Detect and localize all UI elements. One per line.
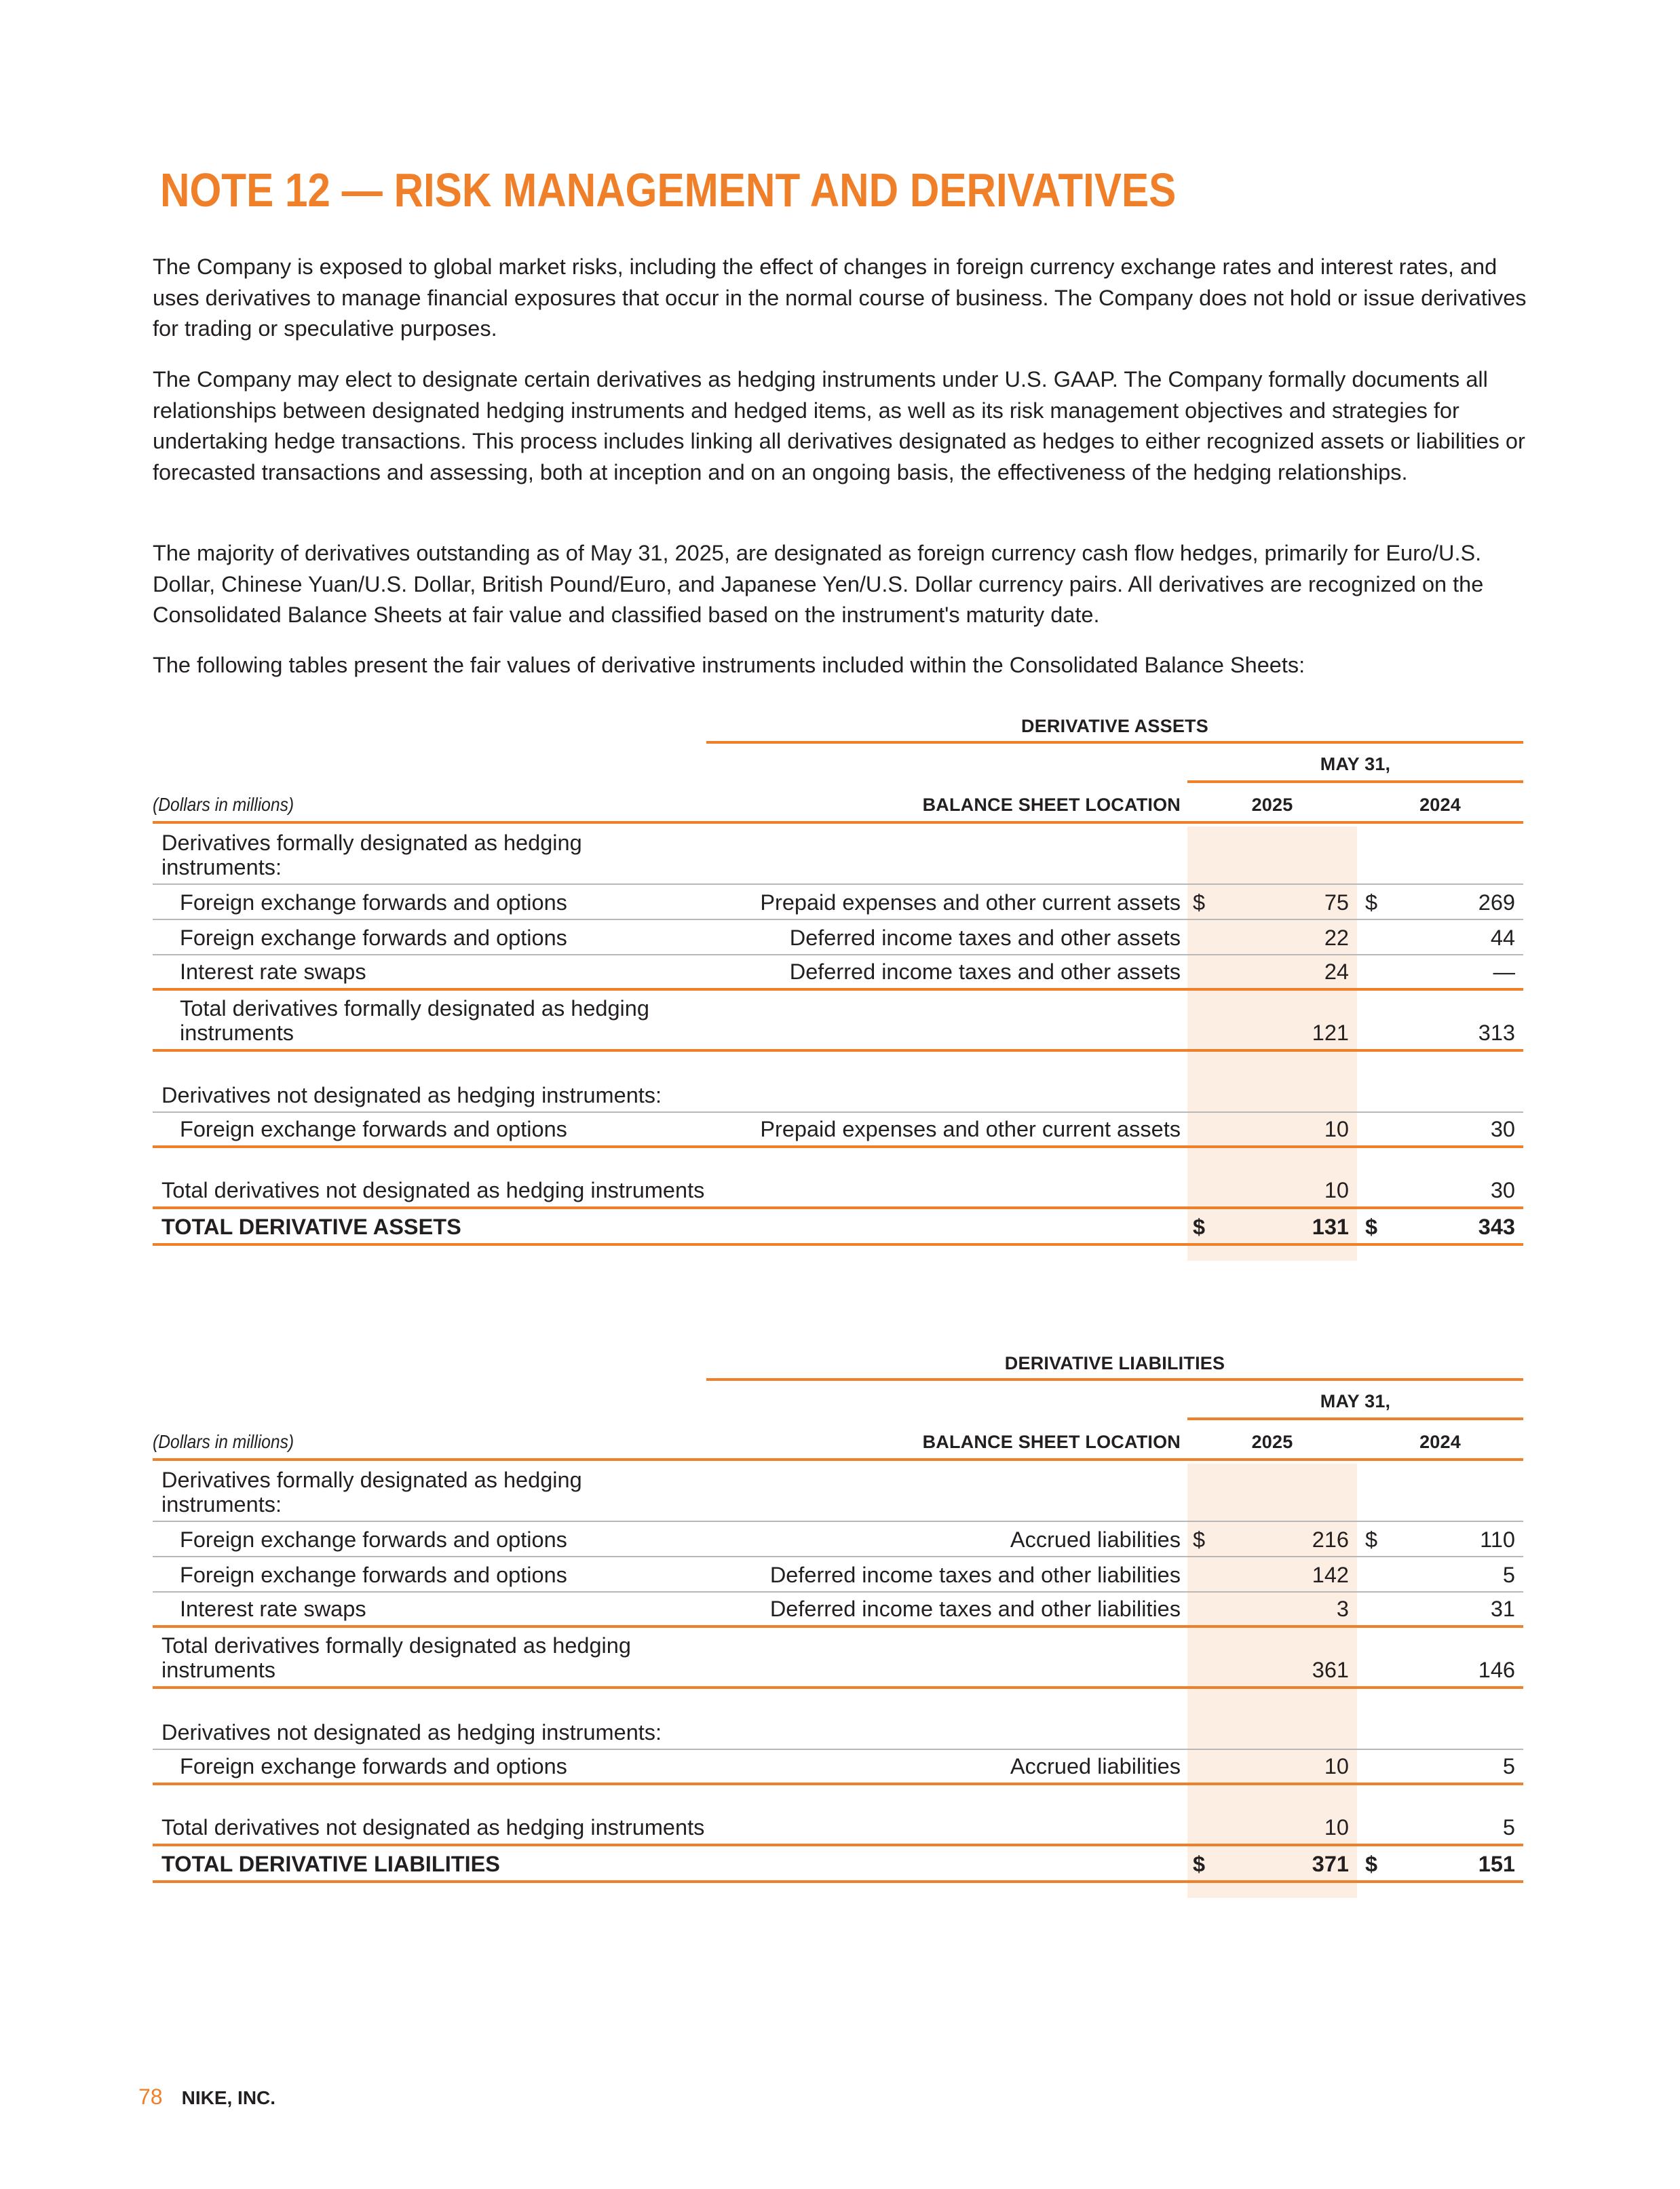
row-label: Foreign exchange forwards and options	[180, 890, 567, 915]
amount: 142	[1312, 1563, 1349, 1587]
value-2024	[1357, 1658, 1523, 1682]
amount: 216	[1312, 1527, 1349, 1552]
table-row	[153, 991, 1523, 1052]
column-headers	[153, 783, 1523, 824]
amount: 3	[1336, 1597, 1349, 1621]
company-name: NIKE, INC.	[181, 2087, 276, 2108]
table-title: DERIVATIVE LIABILITIES	[706, 1347, 1523, 1381]
amount: 151	[1478, 1852, 1515, 1876]
amount: 10	[1324, 1117, 1349, 1141]
row-location: Accrued liabilities	[1010, 1754, 1181, 1778]
table-row	[153, 1785, 1523, 1846]
value-2025	[1187, 1815, 1357, 1840]
row-label: Foreign exchange forwards and options	[180, 926, 567, 950]
table-row	[153, 955, 1523, 991]
value-2025	[1187, 959, 1357, 984]
value-2025	[1187, 1215, 1357, 1239]
amount: 75	[1324, 890, 1349, 915]
amount: 44	[1490, 926, 1515, 950]
year-2025-header: 2025	[1251, 1432, 1293, 1452]
amount: 5	[1502, 1754, 1515, 1778]
row-label: Total derivatives formally designated as hedging instruments	[161, 1633, 631, 1682]
currency-symbol: $	[1193, 1215, 1206, 1239]
currency-symbol: $	[1365, 1527, 1378, 1552]
paragraph-market-risks: The Company is exposed to global market risks, including the effect of changes in foreign currency exchange rates and interest rates, and uses derivatives to manage financial exposures that occur in the normal course of business. The Company does not hold or issue derivatives for trading or speculative purposes.	[153, 254, 1527, 341]
row-location: Deferred income taxes and other liabilities	[769, 1563, 1181, 1587]
year-2024-header: 2024	[1419, 795, 1461, 815]
row-location: Prepaid expenses and other current assets	[760, 1117, 1181, 1141]
paragraph-hedge-designation: The Company may elect to designate certain derivatives as hedging instruments under U.S. GAAP. The Company formally documents all relationships between designated hedging instruments and hedged items, as well as its risk management objectives and strategies for undertaking hedge transactions. This process includes linking all derivatives designated as hedges to either recognized assets or liabilities or forecasted transactions and assessing, both at inception and on an ongoing basis, the effectiveness of the hedging relationships.	[153, 367, 1525, 484]
row-location: Accrued liabilities	[1010, 1527, 1181, 1552]
value-2025	[1187, 1527, 1357, 1552]
amount: 269	[1478, 890, 1515, 915]
currency-symbol: $	[1193, 1852, 1206, 1876]
amount: 343	[1478, 1215, 1515, 1239]
table-row	[153, 1522, 1523, 1557]
table-row	[153, 1628, 1523, 1689]
paragraph-tables-intro: The following tables present the fair values of derivative instruments included within the Consolidated Balance Sheets:	[153, 653, 1305, 677]
table-row	[153, 1557, 1523, 1593]
currency-symbol: $	[1365, 1215, 1378, 1239]
amount: 24	[1324, 959, 1349, 984]
value-2024	[1357, 1178, 1523, 1202]
table-title: DERIVATIVE ASSETS	[706, 710, 1523, 744]
amount: 371	[1312, 1852, 1349, 1876]
row-location: Deferred income taxes and other assets	[789, 926, 1181, 950]
row-label: Derivatives formally designated as hedging instruments:	[161, 831, 582, 879]
table-row	[153, 1750, 1523, 1785]
amount: 5	[1502, 1815, 1515, 1840]
value-2024	[1357, 926, 1523, 950]
row-location: Deferred income taxes and other assets	[789, 959, 1181, 984]
amount: 146	[1478, 1658, 1515, 1682]
value-2024	[1357, 1852, 1523, 1876]
table-row	[153, 1689, 1523, 1750]
value-2025	[1187, 1117, 1357, 1141]
amount: 30	[1490, 1117, 1515, 1141]
units-label: (Dollars in millions)	[153, 794, 294, 815]
amount: 5	[1502, 1563, 1515, 1587]
currency-symbol: $	[1193, 1527, 1206, 1552]
amount: 121	[1312, 1021, 1349, 1045]
value-2025	[1187, 1178, 1357, 1202]
table-row	[153, 920, 1523, 955]
table-row	[153, 1593, 1523, 1628]
value-2024	[1357, 1117, 1523, 1141]
row-label: Total derivatives not designated as hedging instruments	[161, 1178, 705, 1202]
total-row	[153, 1209, 1523, 1246]
amount: —	[1493, 959, 1515, 984]
value-2025	[1187, 1852, 1357, 1876]
amount: 313	[1478, 1021, 1515, 1045]
value-2024	[1357, 1815, 1523, 1840]
row-location: Prepaid expenses and other current assets	[760, 890, 1181, 915]
table-row	[153, 1461, 1523, 1522]
amount: 110	[1480, 1527, 1515, 1552]
table-row	[153, 1052, 1523, 1113]
total-row	[153, 1846, 1523, 1883]
page-number: 78	[138, 2085, 163, 2109]
location-header: BALANCE SHEET LOCATION	[922, 795, 1181, 815]
row-label: Derivatives not designated as hedging instruments:	[161, 1083, 662, 1107]
value-2025	[1187, 1563, 1357, 1587]
value-2025	[1187, 1597, 1357, 1621]
table-row	[153, 1113, 1523, 1148]
row-label: Derivatives formally designated as hedging instruments:	[161, 1468, 582, 1517]
row-label: Total derivatives not designated as hedging instruments	[161, 1815, 705, 1840]
location-header: BALANCE SHEET LOCATION	[922, 1432, 1181, 1452]
row-label: Derivatives not designated as hedging instruments:	[161, 1720, 662, 1745]
paragraph-cash-flow-hedges: The majority of derivatives outstanding as of May 31, 2025, are designated as foreign currency cash flow hedges, primarily for Euro/U.S. Dollar, Chinese Yuan/U.S. Dollar, British Pound/Euro, and Japanese Yen/U.S. Dollar currency pairs. All derivatives are recognized on the Consolidated Balance Sheets at fair value and classified based on the instrument's maturity date.	[153, 541, 1484, 627]
amount: 361	[1312, 1658, 1349, 1682]
row-label: Foreign exchange forwards and options	[180, 1527, 567, 1552]
derivative-liabilities-table	[153, 1347, 1523, 1883]
amount: 10	[1324, 1178, 1349, 1202]
value-2024	[1357, 1527, 1523, 1552]
currency-symbol: $	[1193, 890, 1206, 915]
row-location: Deferred income taxes and other liabilities	[769, 1597, 1181, 1621]
currency-symbol: $	[1365, 1852, 1378, 1876]
row-label: Foreign exchange forwards and options	[180, 1117, 567, 1141]
note-heading: NOTE 12 — RISK MANAGEMENT AND DERIVATIVES	[160, 164, 1177, 216]
amount: 22	[1324, 926, 1349, 950]
value-2025	[1187, 1658, 1357, 1682]
table-row	[153, 1148, 1523, 1209]
derivative-assets-table	[153, 710, 1523, 1246]
period-header: MAY 31,	[1187, 744, 1523, 783]
year-2025-header: 2025	[1251, 795, 1293, 815]
page-footer	[138, 2085, 275, 2110]
column-headers	[153, 1420, 1523, 1461]
table-row	[153, 824, 1523, 885]
row-label: Foreign exchange forwards and options	[180, 1754, 567, 1778]
amount: 31	[1490, 1597, 1515, 1621]
currency-symbol: $	[1365, 890, 1378, 915]
row-label: Interest rate swaps	[180, 1597, 366, 1621]
amount: 30	[1490, 1178, 1515, 1202]
value-2025	[1187, 926, 1357, 950]
row-label: Foreign exchange forwards and options	[180, 1563, 567, 1587]
value-2024	[1357, 1215, 1523, 1239]
table-row	[153, 885, 1523, 920]
row-label: TOTAL DERIVATIVE ASSETS	[161, 1215, 461, 1239]
amount: 10	[1324, 1815, 1349, 1840]
value-2024	[1357, 1563, 1523, 1587]
units-label: (Dollars in millions)	[153, 1431, 294, 1452]
value-2024	[1357, 1021, 1523, 1045]
period-header: MAY 31,	[1187, 1381, 1523, 1420]
value-2025	[1187, 1021, 1357, 1045]
year-2024-header: 2024	[1419, 1432, 1461, 1452]
value-2024	[1357, 1597, 1523, 1621]
row-label: Interest rate swaps	[180, 959, 366, 984]
amount: 131	[1312, 1215, 1349, 1239]
row-label: TOTAL DERIVATIVE LIABILITIES	[161, 1852, 500, 1876]
amount: 10	[1324, 1754, 1349, 1778]
value-2024	[1357, 890, 1523, 915]
value-2024	[1357, 959, 1523, 984]
row-label: Total derivatives formally designated as hedging instruments	[180, 996, 649, 1045]
value-2025	[1187, 890, 1357, 915]
value-2024	[1357, 1754, 1523, 1778]
value-2025	[1187, 1754, 1357, 1778]
